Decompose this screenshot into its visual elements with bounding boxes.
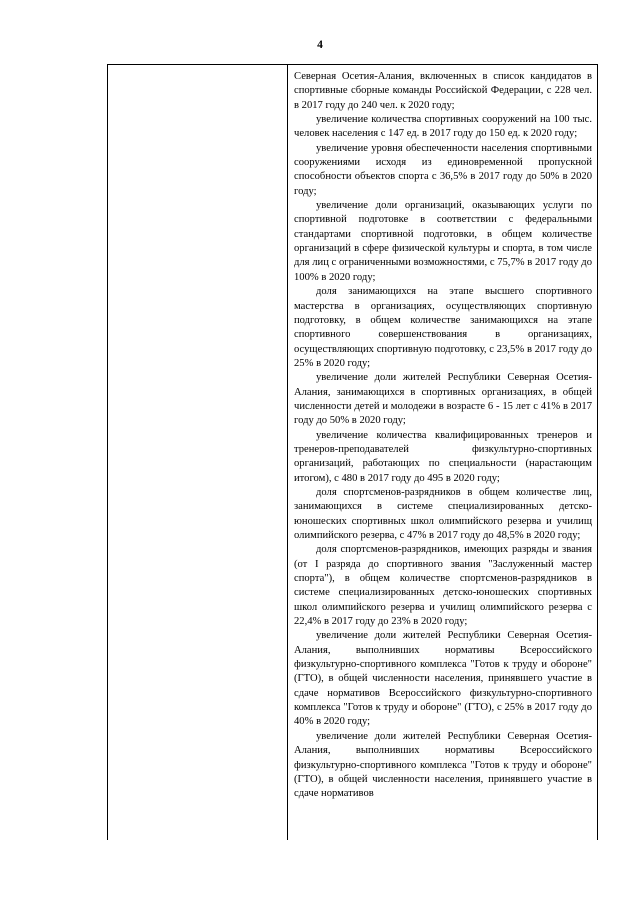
indicator-paragraph: доля занимающихся на этапе высшего спортивного мастерства в организациях, осуществляющих спортивную подготовку, в общем количестве занимающихся на этапе спортивного совершенствования в организациях, осуществляющих спортивную подготовку, с 23,5% в 2017 году до 25% в 2020 году; [294, 286, 592, 369]
indicator-paragraph: доля спортсменов-разрядников в общем количестве лиц, занимающихся в системе специализированных детско-юношеских спортивных школ олимпийского резерва и училищ олимпийского резерва, с 47% в 2017 году до 48,5% в 2020 году; [294, 486, 592, 541]
indicator-paragraph: увеличение уровня обеспеченности населения спортивными сооружениями исходя из единовременной пропускной способности объектов спорта с 36,5% в 2017 году до 50% в 2020 году; [294, 142, 592, 197]
indicator-paragraph: Северная Осетия-Алания, включенных в список кандидатов в спортивные сборные команды Российской Федерации, с 228 чел. в 2017 году до 240 чел. к 2020 году; [294, 71, 592, 111]
indicator-paragraph: увеличение доли организаций, оказывающих услуги по спортивной подготовке в соответствии с федеральными стандартами спортивной подготовки, в общем количестве организаций в сфере физической культуры и спорта, в том числе для лиц с ограниченными возможностями, с 75,7% в 2017 году до 100% в 2020 году; [294, 200, 592, 283]
indicator-paragraph: увеличение доли жителей Республики Северная Осетия-Алания, выполнивших нормативы Всероссийского физкультурно-спортивного комплекса "Готов к труду и обороне" (ГТО), в общей численности населения, принявшего участие в сдаче нормативов [294, 730, 592, 800]
indicator-paragraph: увеличение доли жителей Республики Северная Осетия-Алания, выполнивших нормативы Всероссийского физкультурно-спортивного комплекса "Готов к труду и обороне" (ГТО), в общей численности населения, принявшего участие в сдаче нормативов Всероссийского физкультурно-спортивного комплекса "Готов к труду и обороне" (ГТО), с 25% в 2017 году до 40% в 2020 году; [294, 630, 592, 728]
indicator-paragraph: увеличение количества квалифицированных тренеров и тренеров-преподавателей физкультурно-спортивных организаций, работающих по специальности (нарастающим итогом), с 480 в 2017 году до 495 в 2020 году; [294, 429, 592, 484]
table-cell-right [288, 65, 597, 840]
indicator-paragraph: увеличение количества спортивных сооружений на 100 тыс. человек населения с 147 ед. в 2017 году до 150 ед. к 2020 году; [294, 114, 592, 140]
indicator-paragraph: доля спортсменов-разрядников, имеющих разряды и звания (от I разряда до спортивного звания "Заслуженный мастер спорта"), в общем количестве спортсменов-разрядников в системе специализированных детско-юношеских спортивных школ олимпийского резерва и училищ олимпийского резерва с 22,4% в 2017 году до 23% в 2020 году; [294, 544, 592, 628]
document-table [107, 64, 598, 840]
page-number: 4 [317, 39, 323, 51]
indicator-paragraph: увеличение доли жителей Республики Северная Осетия-Алания, занимающихся в спортивных организациях, в общей численности детей и молодежи в возрасте 6 - 15 лет с 41% в 2017 году до 50% в 2020 году; [294, 372, 592, 427]
table-cell-left [108, 65, 288, 840]
